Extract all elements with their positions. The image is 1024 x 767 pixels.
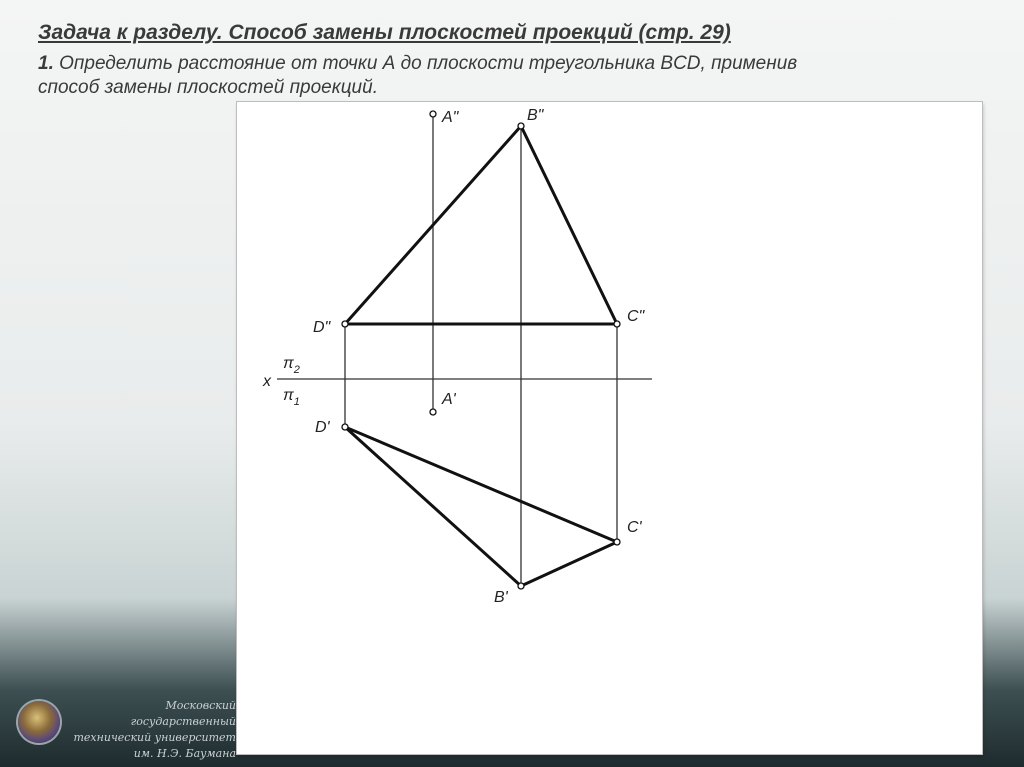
triangle-horizontal-projection: [345, 427, 617, 586]
label-c-horizontal: C': [627, 519, 642, 536]
point-b-horizontal: [518, 583, 524, 589]
label-a-frontal: A": [442, 109, 459, 126]
label-pi1: $\pi_1$: [283, 387, 300, 408]
task-statement: [38, 52, 978, 100]
task-number: 1.: [38, 53, 54, 74]
task-text-line1: Определить расстояние от точки А до плоскости треугольника BCD, применив: [59, 53, 798, 74]
label-b-horizontal: B': [494, 589, 508, 606]
label-d-horizontal: D': [315, 419, 330, 436]
university-footer: [16, 698, 238, 760]
point-a-frontal: [430, 111, 436, 117]
task-text-line2: способ замены плоскостей проекций.: [38, 77, 378, 98]
point-d-frontal: [342, 321, 348, 327]
label-x-axis: x: [263, 373, 271, 390]
point-c-horizontal: [614, 539, 620, 545]
university-line3: им. Н.Э. Баумана: [133, 747, 236, 760]
point-a-horizontal: [430, 409, 436, 415]
university-line2: технический университет: [73, 731, 236, 744]
point-d-horizontal: [342, 424, 348, 430]
point-c-frontal: [614, 321, 620, 327]
label-d-frontal: D": [313, 319, 331, 336]
point-b-frontal: [518, 123, 524, 129]
projection-diagram: [237, 102, 982, 754]
university-name: [60, 698, 236, 762]
university-emblem-icon: [18, 701, 60, 743]
drawing-sheet: [237, 102, 982, 754]
label-b-frontal: B": [527, 107, 544, 124]
page-title: Задача к разделу. Способ замены плоскостей проекций (стр. 29): [38, 21, 731, 44]
label-a-horizontal: A': [442, 391, 456, 408]
label-c-frontal: C": [627, 308, 645, 325]
label-pi2: $\pi_2$: [283, 355, 300, 376]
university-line1: Московский государственный: [130, 699, 236, 728]
triangle-frontal-projection: [345, 126, 617, 324]
header: [38, 20, 978, 100]
